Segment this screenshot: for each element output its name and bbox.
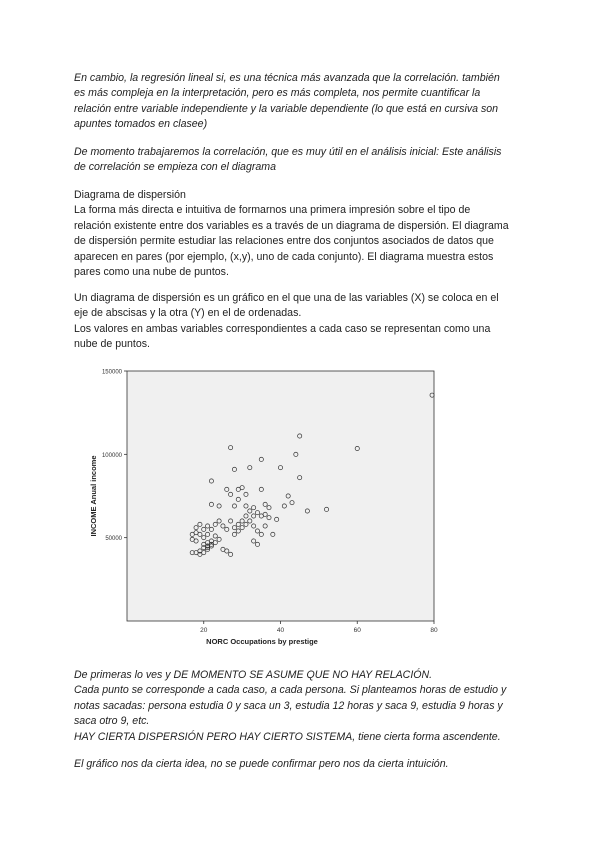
text-line: En cambio, la regresión lineal si, es una técnica más avanzada que la correlación. también <box>74 72 500 84</box>
text-line: es más compleja en la interpretación, pero es más completa, nos permite cuantificar la <box>74 87 481 100</box>
text-line: relación entre variable independiente y la variable dependiente (lo que está en cursiva son <box>74 102 499 115</box>
y-tick-label: 100000 <box>101 452 122 459</box>
x-axis-label: NORC Occupations by prestige <box>206 637 318 646</box>
text-line: de dispersión permite estudiar las relaciones entre dos conjuntos asociados de datos que <box>74 235 494 248</box>
text-line: pares como una nube de puntos. <box>74 266 229 279</box>
paragraph-diagrama-dispersion <box>74 188 534 280</box>
paragraph-observaciones <box>74 668 534 745</box>
x-tick-label: 80 <box>430 627 438 634</box>
paragraph-correlacion <box>74 145 534 176</box>
x-axis <box>200 621 438 634</box>
text-line: relación existente entre dos variables es a través de un diagrama de dispersión. El diagrama <box>74 219 509 232</box>
x-tick-label: 40 <box>276 627 285 634</box>
paragraph-conclusion <box>74 757 534 772</box>
text-line: De momento trabajaremos la correlación, que es muy útil en el análisis inicial: Este análisis <box>74 146 502 158</box>
text-line: Los valores en ambas variables correspondientes a cada caso se representan como una <box>74 322 491 335</box>
text-line: HAY CIERTA DISPERSIÓN PERO HAY CIERTO SISTEMA, tiene cierta forma ascendente. <box>74 730 501 743</box>
text-line: saca otro 9, etc. <box>74 715 150 728</box>
text-line: apuntes tomados en clasee) <box>74 118 208 131</box>
x-tick-label: 20 <box>200 627 208 634</box>
text-line: De primeras lo ves y DE MOMENTO SE ASUME QUE NO HAY RELACIÓN. <box>74 669 433 681</box>
paragraph-regresion <box>74 71 534 133</box>
y-tick-label: 150000 <box>101 369 122 376</box>
y-axis-label: INCOME Anual income <box>89 455 98 537</box>
y-axis <box>102 370 127 543</box>
text-line: nube de puntos. <box>74 338 150 351</box>
text-line: El gráfico nos da cierta idea, no se puede confirmar pero nos da cierta intuición. <box>74 758 449 770</box>
scatter-chart <box>84 362 450 652</box>
text-line: La forma más directa e intuitiva de formarnos una primera impresión sobre el tipo de <box>74 204 471 217</box>
x-tick-label: 60 <box>353 627 361 634</box>
section-heading: Diagrama de dispersión <box>74 189 186 201</box>
plot-area <box>127 371 434 621</box>
y-tick-label: 50000 <box>105 536 122 543</box>
text-line: Un diagrama de dispersión es un gráfico en el que una de las variables (X) se coloca en el <box>74 292 499 304</box>
text-line: Cada punto se corresponde a cada caso, a cada persona. Si planteamos horas de estudio y <box>74 684 507 697</box>
text-line: de correlación se empieza con el diagrama <box>74 161 276 174</box>
text-line: eje de abscisas y la otra (Y) en el de ordenadas. <box>74 307 302 320</box>
text-line: aparecen en pares (por ejemplo, (x,y), uno de cada conjunto). El diagrama muestra estos <box>74 250 494 263</box>
text-line: notas sacadas: persona estudia 0 y saca un 3, estudia 12 horas y saca 9, estudia 9 horas y <box>74 699 503 712</box>
paragraph-definicion <box>74 291 534 353</box>
